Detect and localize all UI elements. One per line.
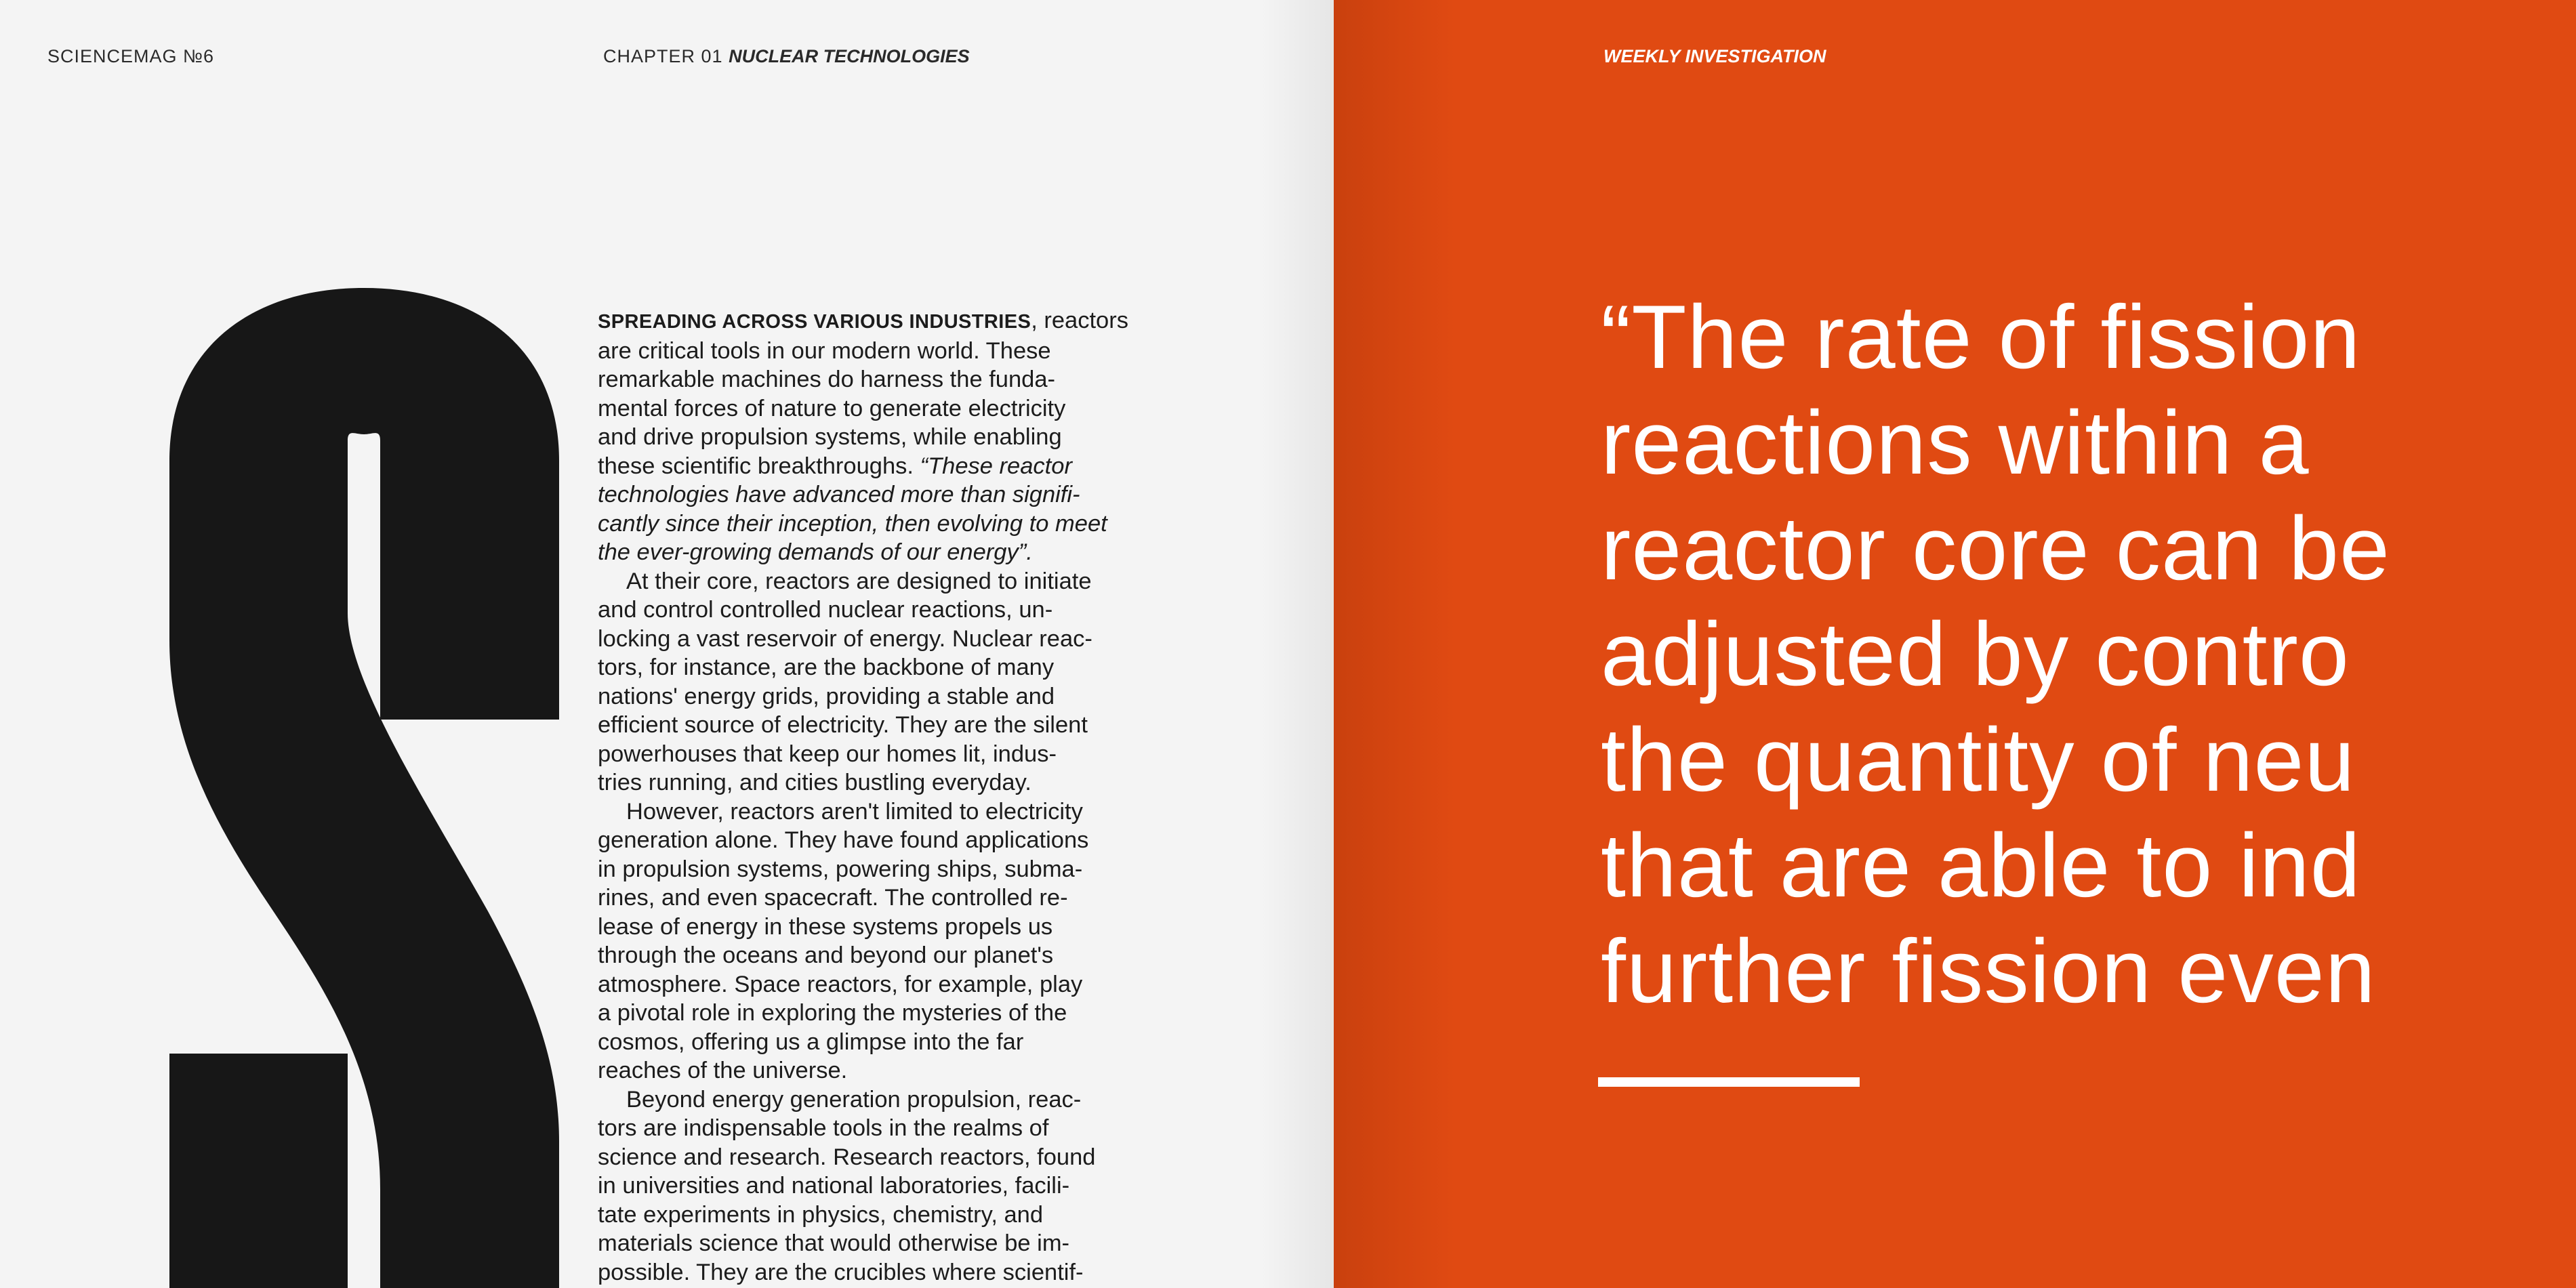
lead-in: SPREADING ACROSS VARIOUS INDUSTRIES <box>598 311 1031 333</box>
body-line: powerhouses that keep our homes lit, indus- <box>598 741 1057 767</box>
body-segment: these scientific breakthroughs. <box>598 453 920 479</box>
chapter-number: CHAPTER 01 <box>603 46 723 66</box>
body-line: a pivotal role in exploring the mysteries of the <box>598 1000 1067 1026</box>
chapter-title: NUCLEAR TECHNOLOGIES <box>729 46 970 66</box>
quote-line: the quantity of neu <box>1601 710 2356 810</box>
quote-line: “The rate of fission <box>1601 287 2361 388</box>
right-page <box>1334 0 2576 1288</box>
body-line: in universities and national laboratories, facili- <box>598 1173 1070 1199</box>
lead-tail: , reactors <box>1031 308 1128 333</box>
quote-line: further fission even <box>1601 921 2376 1022</box>
chapter-heading <box>603 46 970 67</box>
body-line: tors are indispensable tools in the realms of <box>598 1115 1049 1141</box>
body-line: rines, and even spacecraft. The controlled re- <box>598 885 1068 911</box>
quote-line: that are able to ind <box>1601 816 2361 916</box>
section-label: WEEKLY INVESTIGATION <box>1603 46 1826 66</box>
body-line: are critical tools in our modern world. These <box>598 337 1051 364</box>
quote-line: cantly since their inception, then evolving to meet <box>598 510 1107 537</box>
body-line: and control controlled nuclear reactions, un- <box>598 597 1053 623</box>
quote-line: the ever-growing demands of our energy”. <box>598 539 1033 565</box>
body-line: mental forces of nature to generate electricity <box>598 395 1066 421</box>
body-line: through the oceans and beyond our planet's <box>598 942 1054 968</box>
body-line: and drive propulsion systems, while enabling <box>598 424 1062 450</box>
body-line: efficient source of electricity. They are the silent <box>598 712 1088 738</box>
quote-line: reactor core can be <box>1601 499 2390 599</box>
line-1 <box>598 306 1147 337</box>
body-line: science and research. Research reactors, found <box>598 1144 1096 1170</box>
quote-segment: “These reactor <box>920 453 1072 479</box>
body-line: cosmos, offering us a glimpse into the far <box>598 1029 1024 1055</box>
quote-line: reactions within a <box>1601 393 2310 493</box>
paragraph-start: At their core, reactors are designed to initiate <box>626 568 1092 594</box>
pull-quote <box>1601 285 2390 1024</box>
quote-underline-rule <box>1598 1077 1860 1087</box>
body-line: materials science that would otherwise be im- <box>598 1230 1070 1256</box>
body-line: in propulsion systems, powering ships, subma- <box>598 856 1083 882</box>
body-line: tors, for instance, are the backbone of many <box>598 655 1055 680</box>
quote-line: technologies have advanced more than signifi- <box>598 482 1080 507</box>
dropcap-s-letter <box>169 288 559 1288</box>
magazine-issue: SCIENCEMAG №6 <box>47 46 215 66</box>
body-line: locking a vast reservoir of energy. Nuclear reac- <box>598 625 1092 652</box>
article-body <box>598 306 1147 1287</box>
body-line: remarkable machines do harness the funda- <box>598 367 1056 392</box>
body-line: nations' energy grids, providing a stable and <box>598 683 1055 709</box>
body-line: tries running, and cities bustling everyday. <box>598 770 1031 795</box>
paragraph-start: Beyond energy generation propulsion, reac- <box>626 1086 1082 1113</box>
quote-line: adjusted by contro <box>1601 604 2350 705</box>
body-line: atmosphere. Space reactors, for example, play <box>598 971 1083 997</box>
body-line-mixed <box>598 452 1147 481</box>
body-line: generation alone. They have found applications <box>598 827 1089 853</box>
body-line: reaches of the universe. <box>598 1058 848 1083</box>
body-line: possible. They are the crucibles where scientif- <box>598 1259 1084 1285</box>
paragraph-start: However, reactors aren't limited to electricity <box>626 798 1083 825</box>
body-line: tate experiments in physics, chemistry, and <box>598 1201 1044 1228</box>
body-line: lease of energy in these systems propels us <box>598 913 1053 940</box>
